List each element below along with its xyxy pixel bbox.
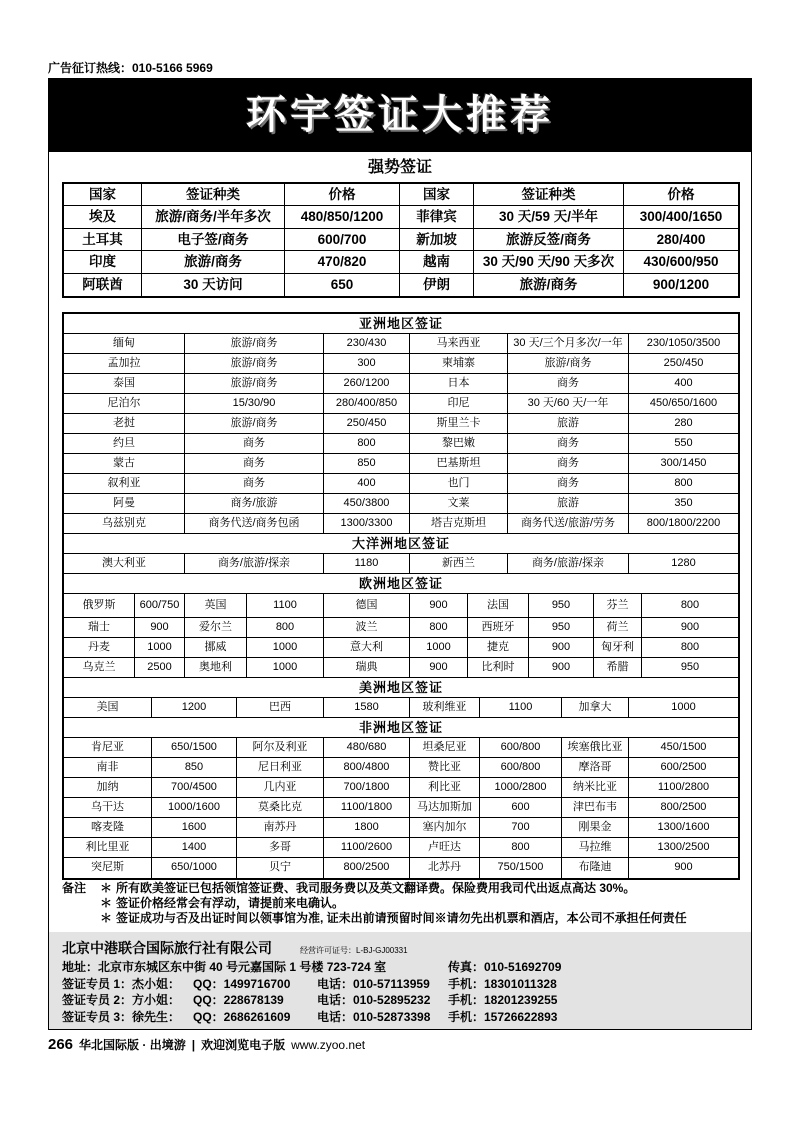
country-cell: 坦桑尼亚 xyxy=(410,738,480,757)
country-cell: 希腊 xyxy=(594,658,642,677)
note-text: 所有欧美签证已包括领馆签证费、我司服务费以及英文翻译费。保险费用我司代出返点高达 30%。 xyxy=(116,881,636,895)
strong-header-cell: 国家 xyxy=(400,184,474,205)
price-cell: 800 xyxy=(480,838,562,857)
strong-visa-table xyxy=(62,182,740,298)
price-cell: 1600 xyxy=(152,818,237,837)
visa-type-cell: 商务 xyxy=(185,454,324,473)
regional-visa-table xyxy=(62,312,740,880)
visa-type-cell: 旅游/商务/半年多次 xyxy=(142,206,285,227)
visa-type-cell: 30 天/三个月多次/一年 xyxy=(508,334,629,353)
country-cell: 丹麦 xyxy=(64,638,135,657)
country-cell: 西班牙 xyxy=(468,618,529,637)
price-cell: 900 xyxy=(674,861,693,873)
asia-visa-row xyxy=(64,374,738,394)
asia-visa-row xyxy=(64,494,738,514)
price-cell: 1000 xyxy=(410,638,468,657)
price-cell: 950 xyxy=(529,618,594,637)
price-cell: 650 xyxy=(285,274,400,296)
price-cell: 800 xyxy=(410,618,468,637)
price-cell: 1280 xyxy=(671,557,696,569)
country-cell: 几内亚 xyxy=(237,778,324,797)
agent-phone: 电话：010-52873398 xyxy=(317,1009,431,1024)
country-cell: 也门 xyxy=(410,474,508,493)
price-cell: 1300/2500 xyxy=(657,841,710,853)
price-cell: 600/750 xyxy=(135,594,185,617)
price-cell: 1100 xyxy=(480,698,562,717)
visa-type-cell: 商务 xyxy=(508,434,629,453)
country-cell: 柬埔寨 xyxy=(410,354,508,373)
strong-visa-row xyxy=(64,251,738,273)
europe-visa-row xyxy=(64,594,738,618)
price-cell: 1180 xyxy=(324,554,410,573)
price-cell: 480/850/1200 xyxy=(285,206,400,227)
banner-title: 环宇签证大推荐 xyxy=(246,92,554,138)
agent-qq: QQ：2686261609 xyxy=(193,1009,291,1024)
asia-visa-row xyxy=(64,334,738,354)
price-cell: 900 xyxy=(410,658,468,677)
country-cell: 孟加拉 xyxy=(64,354,185,373)
footer-promo: 欢迎浏览电子版 xyxy=(201,1038,286,1052)
price-cell: 850 xyxy=(152,758,237,777)
visa-type-cell: 商务 xyxy=(185,474,324,493)
country-cell: 波兰 xyxy=(324,618,410,637)
country-cell: 塔吉克斯坦 xyxy=(410,514,508,533)
price-cell: 1100/2600 xyxy=(324,838,410,857)
price-cell: 700/1800 xyxy=(324,778,410,797)
price-cell: 1100 xyxy=(247,594,324,617)
strong-header-cell: 国家 xyxy=(64,184,142,205)
price-cell: 1000 xyxy=(247,658,324,677)
price-cell: 950 xyxy=(529,594,594,617)
price-cell: 800 xyxy=(680,641,700,653)
country-cell: 约旦 xyxy=(64,434,185,453)
agent-name: 签证专员 1：杰小姐： xyxy=(62,976,181,991)
country-cell: 巴基斯坦 xyxy=(410,454,508,473)
country-cell: 菲律宾 xyxy=(400,206,474,227)
country-cell: 老挝 xyxy=(64,414,185,433)
price-cell: 950 xyxy=(680,661,700,673)
price-cell: 800 xyxy=(324,434,410,453)
agent-line xyxy=(62,1009,751,1026)
price-cell: 800 xyxy=(680,599,700,611)
country-cell: 伊朗 xyxy=(400,274,474,296)
note-line xyxy=(62,896,746,911)
asia-visa-row xyxy=(64,394,738,414)
africa-visa-row xyxy=(64,858,738,878)
europe-visa-row xyxy=(64,638,738,658)
visa-type-cell: 30 天/90 天/90 天多次 xyxy=(474,251,624,272)
price-cell: 800/2500 xyxy=(660,801,707,813)
price-cell: 1000 xyxy=(135,638,185,657)
region-title-america: 美洲地区签证 xyxy=(64,678,738,698)
country-cell: 比利时 xyxy=(468,658,529,677)
country-cell: 黎巴嫩 xyxy=(410,434,508,453)
price-cell: 800/1800/2200 xyxy=(646,517,721,529)
price-cell: 1580 xyxy=(324,698,410,717)
price-cell: 250/450 xyxy=(663,357,704,369)
price-cell: 280/400 xyxy=(656,231,706,247)
price-cell: 750/1500 xyxy=(480,858,562,878)
strong-header-cell: 签证种类 xyxy=(474,184,624,205)
africa-visa-row xyxy=(64,818,738,838)
visa-type-cell: 旅游 xyxy=(508,494,629,513)
price-cell: 600/2500 xyxy=(660,761,707,773)
country-cell: 叙利亚 xyxy=(64,474,185,493)
country-cell: 多哥 xyxy=(237,838,324,857)
asia-visa-row xyxy=(64,434,738,454)
agent-name: 签证专员 2：方小姐： xyxy=(62,993,181,1007)
price-cell: 850 xyxy=(324,454,410,473)
country-cell: 瑞典 xyxy=(324,658,410,677)
agent-qq: QQ：1499716700 xyxy=(193,976,291,991)
country-cell: 英国 xyxy=(185,594,247,617)
visa-type-cell: 旅游/商务 xyxy=(508,354,629,373)
country-cell: 塞内加尔 xyxy=(410,818,480,837)
country-cell: 新西兰 xyxy=(410,554,508,573)
country-cell: 意大利 xyxy=(324,638,410,657)
price-cell: 230/430 xyxy=(324,334,410,353)
country-cell: 奥地利 xyxy=(185,658,247,677)
country-cell: 乌克兰 xyxy=(64,658,135,677)
country-cell: 津巴布韦 xyxy=(562,798,629,817)
price-cell: 900 xyxy=(680,621,700,633)
visa-type-cell: 商务/旅游 xyxy=(185,494,324,513)
country-cell: 越南 xyxy=(400,251,474,272)
region-title-oceania: 大洋洲地区签证 xyxy=(64,534,738,554)
price-cell: 700/4500 xyxy=(152,778,237,797)
page-number: 266 xyxy=(48,1036,74,1053)
region-title-asia: 亚洲地区签证 xyxy=(64,314,738,334)
ad-hotline: 广告征订热线：010-5166 5969 xyxy=(48,61,213,75)
country-cell: 阿尔及利亚 xyxy=(237,738,324,757)
visa-type-cell: 15/30/90 xyxy=(185,394,324,413)
country-cell: 南非 xyxy=(64,758,152,777)
country-cell: 赞比亚 xyxy=(410,758,480,777)
asia-visa-row xyxy=(64,354,738,374)
note-line xyxy=(62,911,746,926)
agent-qq: QQ：228678139 xyxy=(193,993,284,1007)
country-cell: 芬兰 xyxy=(594,594,642,617)
country-cell: 巴西 xyxy=(237,698,324,717)
price-cell: 230/1050/3500 xyxy=(646,337,721,349)
asia-visa-row xyxy=(64,454,738,474)
visa-type-cell: 旅游 xyxy=(508,414,629,433)
banner xyxy=(48,78,752,152)
strong-header-cell: 签证种类 xyxy=(142,184,285,205)
note-label-spacer xyxy=(62,911,96,926)
country-cell: 突尼斯 xyxy=(64,858,152,878)
price-cell: 1300/3300 xyxy=(324,514,410,533)
country-cell: 爱尔兰 xyxy=(185,618,247,637)
agent-line xyxy=(62,976,751,993)
price-cell: 650/1500 xyxy=(152,738,237,757)
price-cell: 1200 xyxy=(152,698,237,717)
note-label: 备注 xyxy=(62,881,87,895)
visa-type-cell: 商务代送/商务包函 xyxy=(185,514,324,533)
price-cell: 1400 xyxy=(152,838,237,857)
country-cell: 马来西亚 xyxy=(410,334,508,353)
asia-visa-row xyxy=(64,414,738,434)
price-cell: 600/800 xyxy=(480,758,562,777)
asia-visa-row xyxy=(64,474,738,494)
price-cell: 1300/1600 xyxy=(657,821,710,833)
country-cell: 贝宁 xyxy=(237,858,324,878)
country-cell: 喀麦隆 xyxy=(64,818,152,837)
country-cell: 土耳其 xyxy=(64,229,142,250)
oceania-visa-row xyxy=(64,554,738,574)
note-marker: ＊ xyxy=(99,881,112,895)
price-cell: 250/450 xyxy=(324,414,410,433)
note-line xyxy=(62,881,746,896)
price-cell: 280 xyxy=(674,417,693,429)
africa-visa-row xyxy=(64,778,738,798)
visa-type-cell: 旅游/商务 xyxy=(185,334,324,353)
strong-visa-title: 强势签证 xyxy=(367,159,432,176)
visa-type-cell: 商务/旅游/探亲 xyxy=(185,554,324,573)
country-cell: 摩洛哥 xyxy=(562,758,629,777)
country-cell: 肯尼亚 xyxy=(64,738,152,757)
country-cell: 蒙古 xyxy=(64,454,185,473)
price-cell: 1800 xyxy=(324,818,410,837)
price-cell: 600/800 xyxy=(480,738,562,757)
price-cell: 300 xyxy=(324,354,410,373)
visa-type-cell: 旅游/商务 xyxy=(142,251,285,272)
note-label-spacer xyxy=(62,896,96,911)
agent-phone: 电话：010-57113959 xyxy=(317,976,430,991)
address-line xyxy=(62,959,751,976)
country-cell: 法国 xyxy=(468,594,529,617)
europe-visa-row xyxy=(64,618,738,638)
strong-header-cell: 价格 xyxy=(285,184,400,205)
price-cell: 700 xyxy=(480,818,562,837)
price-cell: 1000/2800 xyxy=(480,778,562,797)
company-name-line xyxy=(62,940,751,959)
notes xyxy=(62,881,746,926)
country-cell: 纳米比亚 xyxy=(562,778,629,797)
price-cell: 2500 xyxy=(135,658,185,677)
price-cell: 450/3800 xyxy=(324,494,410,513)
company-license: 经营许可证号：L-BJ-GJ00331 xyxy=(300,946,408,955)
country-cell: 莫桑比克 xyxy=(237,798,324,817)
price-cell: 900 xyxy=(135,618,185,637)
company-address: 地址：北京市东城区东中街 40 号元嘉国际 1 号楼 723-724 室 xyxy=(62,960,387,974)
note-text: 签证成功与否及出证时间以领事馆为准, 证未出前请预留时间※请勿先出机票和酒店，本公司不承担任何责任 xyxy=(116,911,687,925)
price-cell: 800/4800 xyxy=(324,758,410,777)
price-cell: 470/820 xyxy=(285,251,400,272)
country-cell: 加拿大 xyxy=(562,698,629,717)
strong-visa-row xyxy=(64,229,738,251)
visa-type-cell: 30 天访问 xyxy=(142,274,285,296)
visa-type-cell: 商务 xyxy=(508,454,629,473)
visa-type-cell: 旅游/商务 xyxy=(474,274,624,296)
country-cell: 尼泊尔 xyxy=(64,394,185,413)
country-cell: 匈牙利 xyxy=(594,638,642,657)
country-cell: 缅甸 xyxy=(64,334,185,353)
agent-mobile: 手机：18301011328 xyxy=(448,976,557,991)
region-title-europe: 欧洲地区签证 xyxy=(64,574,738,594)
note-marker: ＊ xyxy=(99,911,112,925)
africa-visa-row xyxy=(64,798,738,818)
country-cell: 乌干达 xyxy=(64,798,152,817)
europe-visa-row xyxy=(64,658,738,678)
country-cell: 北苏丹 xyxy=(410,858,480,878)
country-cell: 印度 xyxy=(64,251,142,272)
country-cell: 新加坡 xyxy=(400,229,474,250)
note-marker: ＊ xyxy=(99,896,112,910)
africa-visa-row xyxy=(64,758,738,778)
country-cell: 加纳 xyxy=(64,778,152,797)
country-cell: 日本 xyxy=(410,374,508,393)
price-cell: 600/700 xyxy=(285,229,400,250)
country-cell: 阿曼 xyxy=(64,494,185,513)
country-cell: 埃塞俄比亚 xyxy=(562,738,629,757)
country-cell: 俄罗斯 xyxy=(64,594,135,617)
country-cell: 利比亚 xyxy=(410,778,480,797)
agent-name: 签证专员 3：徐先生： xyxy=(62,1009,181,1024)
price-cell: 900/1200 xyxy=(652,276,710,292)
agent-line xyxy=(62,992,751,1009)
africa-visa-row xyxy=(64,738,738,758)
footer-section: 华北国际版 · 出境游 xyxy=(79,1038,186,1052)
strong-visa-row xyxy=(64,206,738,228)
price-cell: 1000/1600 xyxy=(152,798,237,817)
company-name: 北京中港联合国际旅行社有限公司 xyxy=(62,940,272,956)
price-cell: 1000 xyxy=(671,701,696,713)
footer-divider: | xyxy=(191,1038,196,1052)
country-cell: 玻利维亚 xyxy=(410,698,480,717)
country-cell: 澳大利亚 xyxy=(64,554,185,573)
footer-url-link[interactable]: www.zyoo.net xyxy=(291,1038,366,1052)
strong-header-row xyxy=(64,184,738,206)
price-cell: 1000 xyxy=(247,638,324,657)
company-info xyxy=(49,932,751,1029)
visa-type-cell: 旅游/商务 xyxy=(185,414,324,433)
country-cell: 阿联酋 xyxy=(64,274,142,296)
africa-visa-row xyxy=(64,838,738,858)
visa-type-cell: 商务/旅游/探亲 xyxy=(508,554,629,573)
country-cell: 挪威 xyxy=(185,638,247,657)
visa-type-cell: 旅游反签/商务 xyxy=(474,229,624,250)
price-cell: 300/400/1650 xyxy=(639,209,723,225)
visa-type-cell: 旅游/商务 xyxy=(185,354,324,373)
country-cell: 文莱 xyxy=(410,494,508,513)
price-cell: 280/400/850 xyxy=(324,394,410,413)
company-fax: 传真：010-51692709 xyxy=(448,960,562,974)
price-cell: 350 xyxy=(674,497,693,509)
price-cell: 900 xyxy=(529,658,594,677)
country-cell: 瑞士 xyxy=(64,618,135,637)
price-cell: 1100/2800 xyxy=(657,781,710,793)
agent-mobile: 手机：15726622893 xyxy=(448,1009,558,1024)
country-cell: 斯里兰卡 xyxy=(410,414,508,433)
country-cell: 乌兹别克 xyxy=(64,514,185,533)
america-visa-row xyxy=(64,698,738,718)
visa-type-cell: 商务 xyxy=(508,474,629,493)
visa-type-cell: 旅游/商务 xyxy=(185,374,324,393)
agent-phone: 电话：010-52895232 xyxy=(317,993,431,1007)
asia-visa-row xyxy=(64,514,738,534)
country-cell: 捷克 xyxy=(468,638,529,657)
price-cell: 450/650/1600 xyxy=(649,397,718,409)
price-cell: 800 xyxy=(674,477,693,489)
visa-type-cell: 商务 xyxy=(508,374,629,393)
visa-type-cell: 电子签/商务 xyxy=(142,229,285,250)
country-cell: 泰国 xyxy=(64,374,185,393)
page-footer xyxy=(48,1036,365,1054)
country-cell: 尼日利亚 xyxy=(237,758,324,777)
price-cell: 900 xyxy=(410,594,468,617)
price-cell: 900 xyxy=(529,638,594,657)
price-cell: 600 xyxy=(480,798,562,817)
visa-type-cell: 30 天/59 天/半年 xyxy=(474,206,624,227)
country-cell: 利比里亚 xyxy=(64,838,152,857)
price-cell: 480/680 xyxy=(324,738,410,757)
price-cell: 800/2500 xyxy=(324,858,410,878)
visa-type-cell: 商务代送/旅游/劳务 xyxy=(508,514,629,533)
country-cell: 马达加斯加 xyxy=(410,798,480,817)
agent-mobile: 手机：18201239255 xyxy=(448,993,558,1007)
price-cell: 430/600/950 xyxy=(643,254,719,270)
country-cell: 卢旺达 xyxy=(410,838,480,857)
country-cell: 德国 xyxy=(324,594,410,617)
country-cell: 荷兰 xyxy=(594,618,642,637)
price-cell: 260/1200 xyxy=(324,374,410,393)
country-cell: 埃及 xyxy=(64,206,142,227)
price-cell: 550 xyxy=(674,437,693,449)
price-cell: 400 xyxy=(324,474,410,493)
country-cell: 刚果金 xyxy=(562,818,629,837)
country-cell: 美国 xyxy=(64,698,152,717)
price-cell: 800 xyxy=(247,618,324,637)
visa-type-cell: 商务 xyxy=(185,434,324,453)
price-cell: 400 xyxy=(674,377,693,389)
region-title-africa: 非洲地区签证 xyxy=(64,718,738,738)
price-cell: 450/1500 xyxy=(660,741,707,753)
strong-header-cell: 价格 xyxy=(667,187,695,202)
visa-type-cell: 30 天/60 天/一年 xyxy=(508,394,629,413)
country-cell: 南苏丹 xyxy=(237,818,324,837)
country-cell: 布隆迪 xyxy=(562,858,629,878)
price-cell: 300/1450 xyxy=(660,457,707,469)
country-cell: 马拉维 xyxy=(562,838,629,857)
note-text: 签证价格经常会有浮动，请提前来电确认。 xyxy=(116,896,345,910)
price-cell: 1100/1800 xyxy=(324,798,410,817)
price-cell: 650/1000 xyxy=(152,858,237,878)
strong-visa-row xyxy=(64,274,738,296)
country-cell: 印尼 xyxy=(410,394,508,413)
